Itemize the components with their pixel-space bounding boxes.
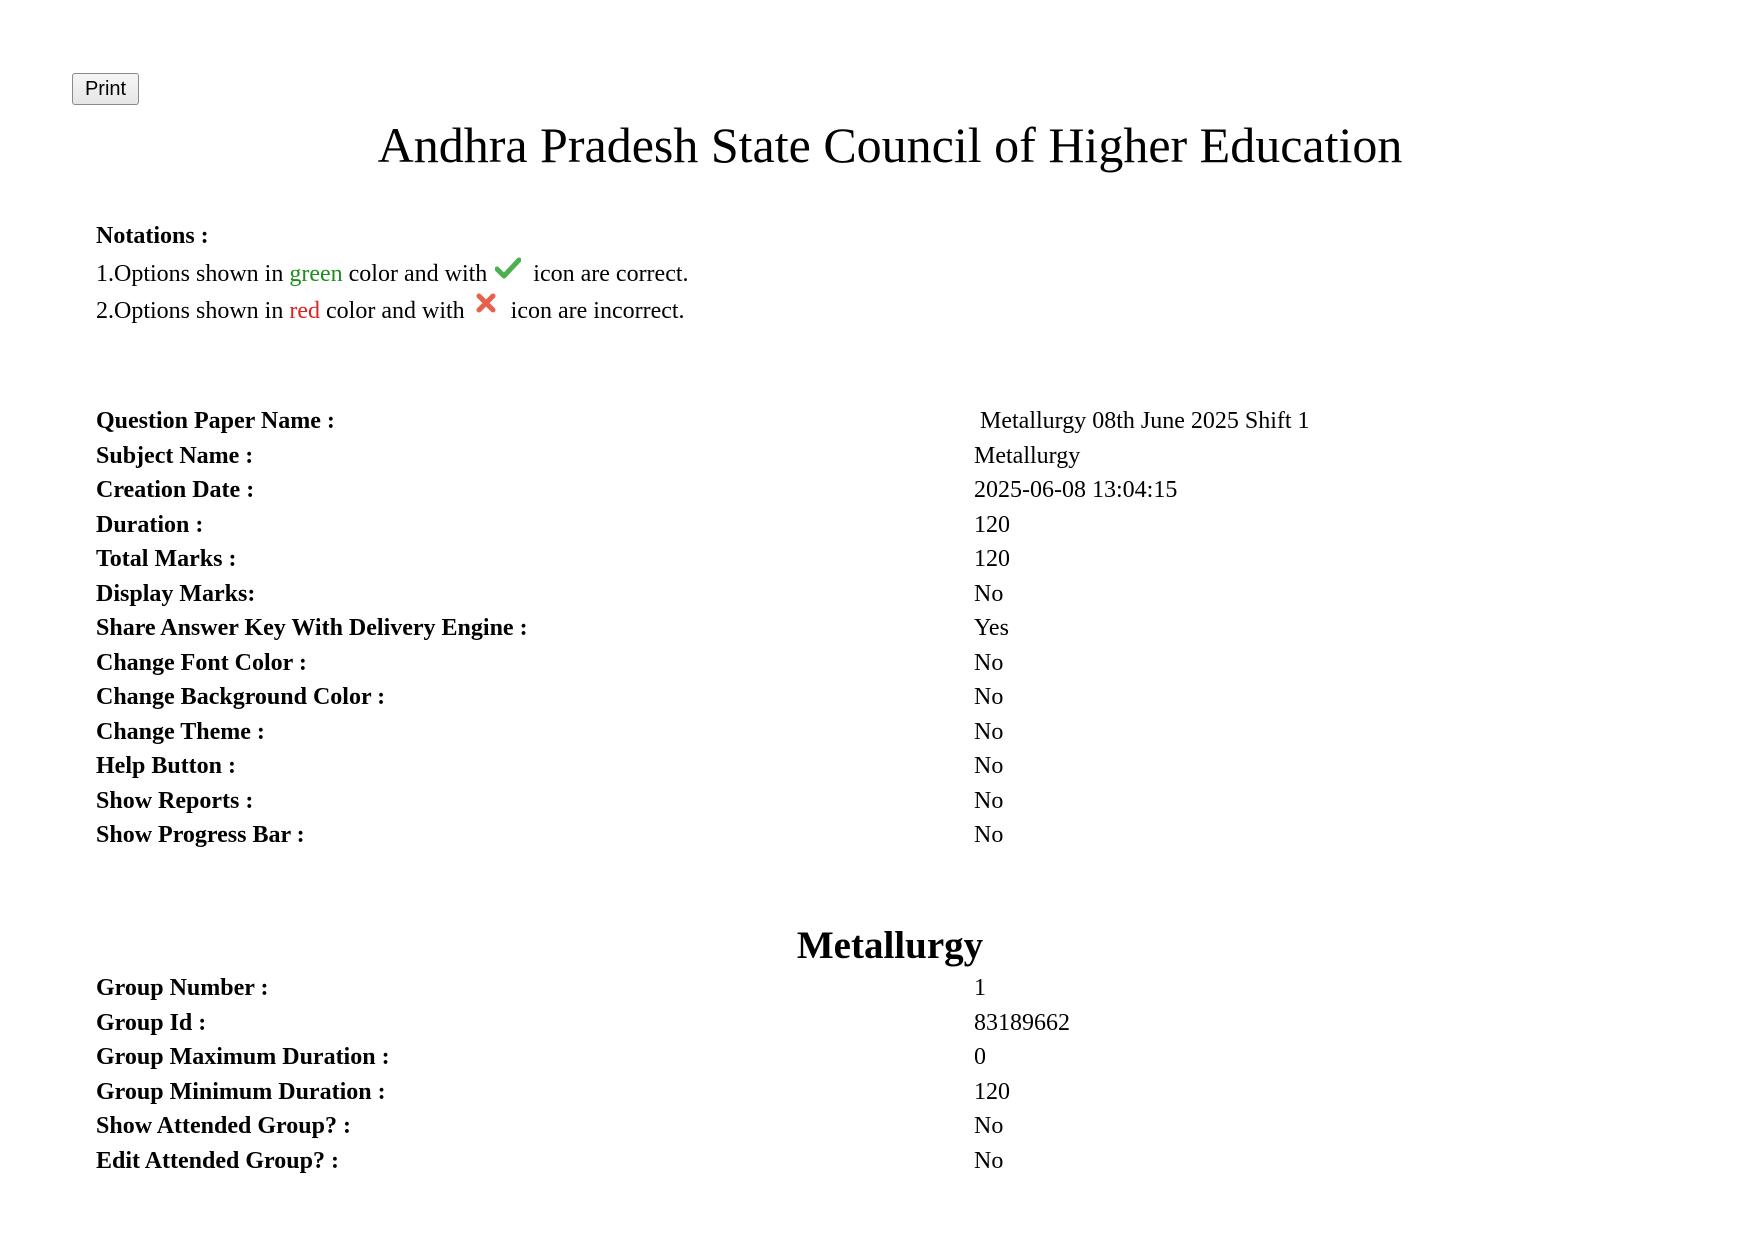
group-key: Show Attended Group? :	[96, 1113, 351, 1139]
notation-incorrect-prefix: 2.Options shown in	[96, 298, 290, 324]
group-info-list	[96, 971, 1656, 1178]
info-value: No	[974, 822, 1004, 848]
info-value: No	[974, 753, 1004, 779]
notation-incorrect-color-word: red	[289, 298, 321, 324]
group-key: Group Minimum Duration :	[96, 1078, 386, 1105]
info-key: Question Paper Name :	[96, 408, 335, 434]
group-row-group-maximum-duration	[96, 1040, 1656, 1075]
group-key: Group Id :	[96, 1009, 207, 1036]
info-value: No	[974, 649, 1004, 676]
notations-heading: Notations :	[96, 223, 209, 249]
notations	[96, 218, 689, 329]
group-key: Group Maximum Duration :	[96, 1044, 390, 1070]
info-value: 120	[974, 546, 1010, 572]
notation-correct-prefix: 1.Options shown in	[96, 261, 290, 287]
info-key: Change Font Color :	[96, 649, 307, 676]
group-key: Group Number :	[96, 975, 269, 1001]
group-row-edit-attended-group	[96, 1144, 1656, 1179]
group-value: 0	[974, 1044, 986, 1070]
info-value: Metallurgy	[974, 442, 1081, 469]
info-key: Total Marks :	[96, 546, 237, 572]
group-value: No	[974, 1113, 1004, 1139]
info-key: Display Marks:	[96, 580, 256, 607]
notation-incorrect-middle: color and with	[320, 298, 471, 324]
info-key: Show Reports :	[96, 787, 254, 814]
info-key: Subject Name :	[96, 442, 254, 469]
group-value: No	[974, 1147, 1004, 1174]
section-title: Metallurgy	[796, 924, 984, 967]
group-row-group-number	[96, 971, 1656, 1006]
group-key: Edit Attended Group? :	[96, 1147, 339, 1174]
info-key: Duration :	[96, 511, 204, 538]
info-value: 2025-06-08 13:04:15	[974, 477, 1178, 503]
group-value: 1	[974, 975, 986, 1001]
notation-incorrect	[96, 292, 689, 329]
group-row-show-attended-group	[96, 1109, 1656, 1144]
paper-info-list	[96, 404, 1656, 853]
notation-correct-middle: color and with	[342, 261, 494, 287]
cross-icon	[473, 292, 501, 320]
page-title: Andhra Pradesh State Council of Higher Education	[377, 117, 1403, 173]
info-row-question-paper-name	[96, 404, 1656, 439]
info-row-show-progress-bar	[96, 818, 1656, 853]
info-value: Yes	[974, 615, 1009, 641]
info-row-creation-date	[96, 473, 1656, 508]
group-value: 120	[974, 1078, 1010, 1105]
info-value: Metallurgy 08th June 2025 Shift 1	[980, 408, 1310, 434]
info-row-help-button	[96, 749, 1656, 784]
info-row-total-marks	[96, 542, 1656, 577]
info-row-display-marks	[96, 577, 1656, 612]
info-row-show-reports	[96, 784, 1656, 819]
info-row-subject-name	[96, 439, 1656, 474]
notation-correct	[96, 255, 689, 292]
info-row-share-answer-key	[96, 611, 1656, 646]
print-button[interactable]: Print	[72, 73, 139, 105]
notation-correct-suffix: icon are correct.	[527, 261, 689, 287]
check-icon	[495, 255, 523, 283]
info-value: No	[974, 787, 1004, 814]
info-value: No	[974, 718, 1004, 745]
info-key: Help Button :	[96, 753, 237, 779]
notation-incorrect-suffix: icon are incorrect.	[504, 298, 685, 324]
info-key: Creation Date :	[96, 477, 255, 503]
info-row-change-background-color	[96, 680, 1656, 715]
notation-correct-color-word: green	[289, 261, 343, 287]
info-value: 120	[974, 511, 1010, 538]
info-key: Change Theme :	[96, 718, 265, 745]
info-row-change-theme	[96, 715, 1656, 750]
group-row-group-id	[96, 1006, 1656, 1041]
info-value: No	[974, 580, 1004, 607]
info-row-duration	[96, 508, 1656, 543]
info-key: Change Background Color :	[96, 684, 386, 710]
info-row-change-font-color	[96, 646, 1656, 681]
info-key: Share Answer Key With Delivery Engine :	[96, 615, 528, 641]
group-value: 83189662	[974, 1009, 1070, 1036]
group-row-group-minimum-duration	[96, 1075, 1656, 1110]
info-value: No	[974, 684, 1004, 710]
info-key: Show Progress Bar :	[96, 822, 305, 848]
